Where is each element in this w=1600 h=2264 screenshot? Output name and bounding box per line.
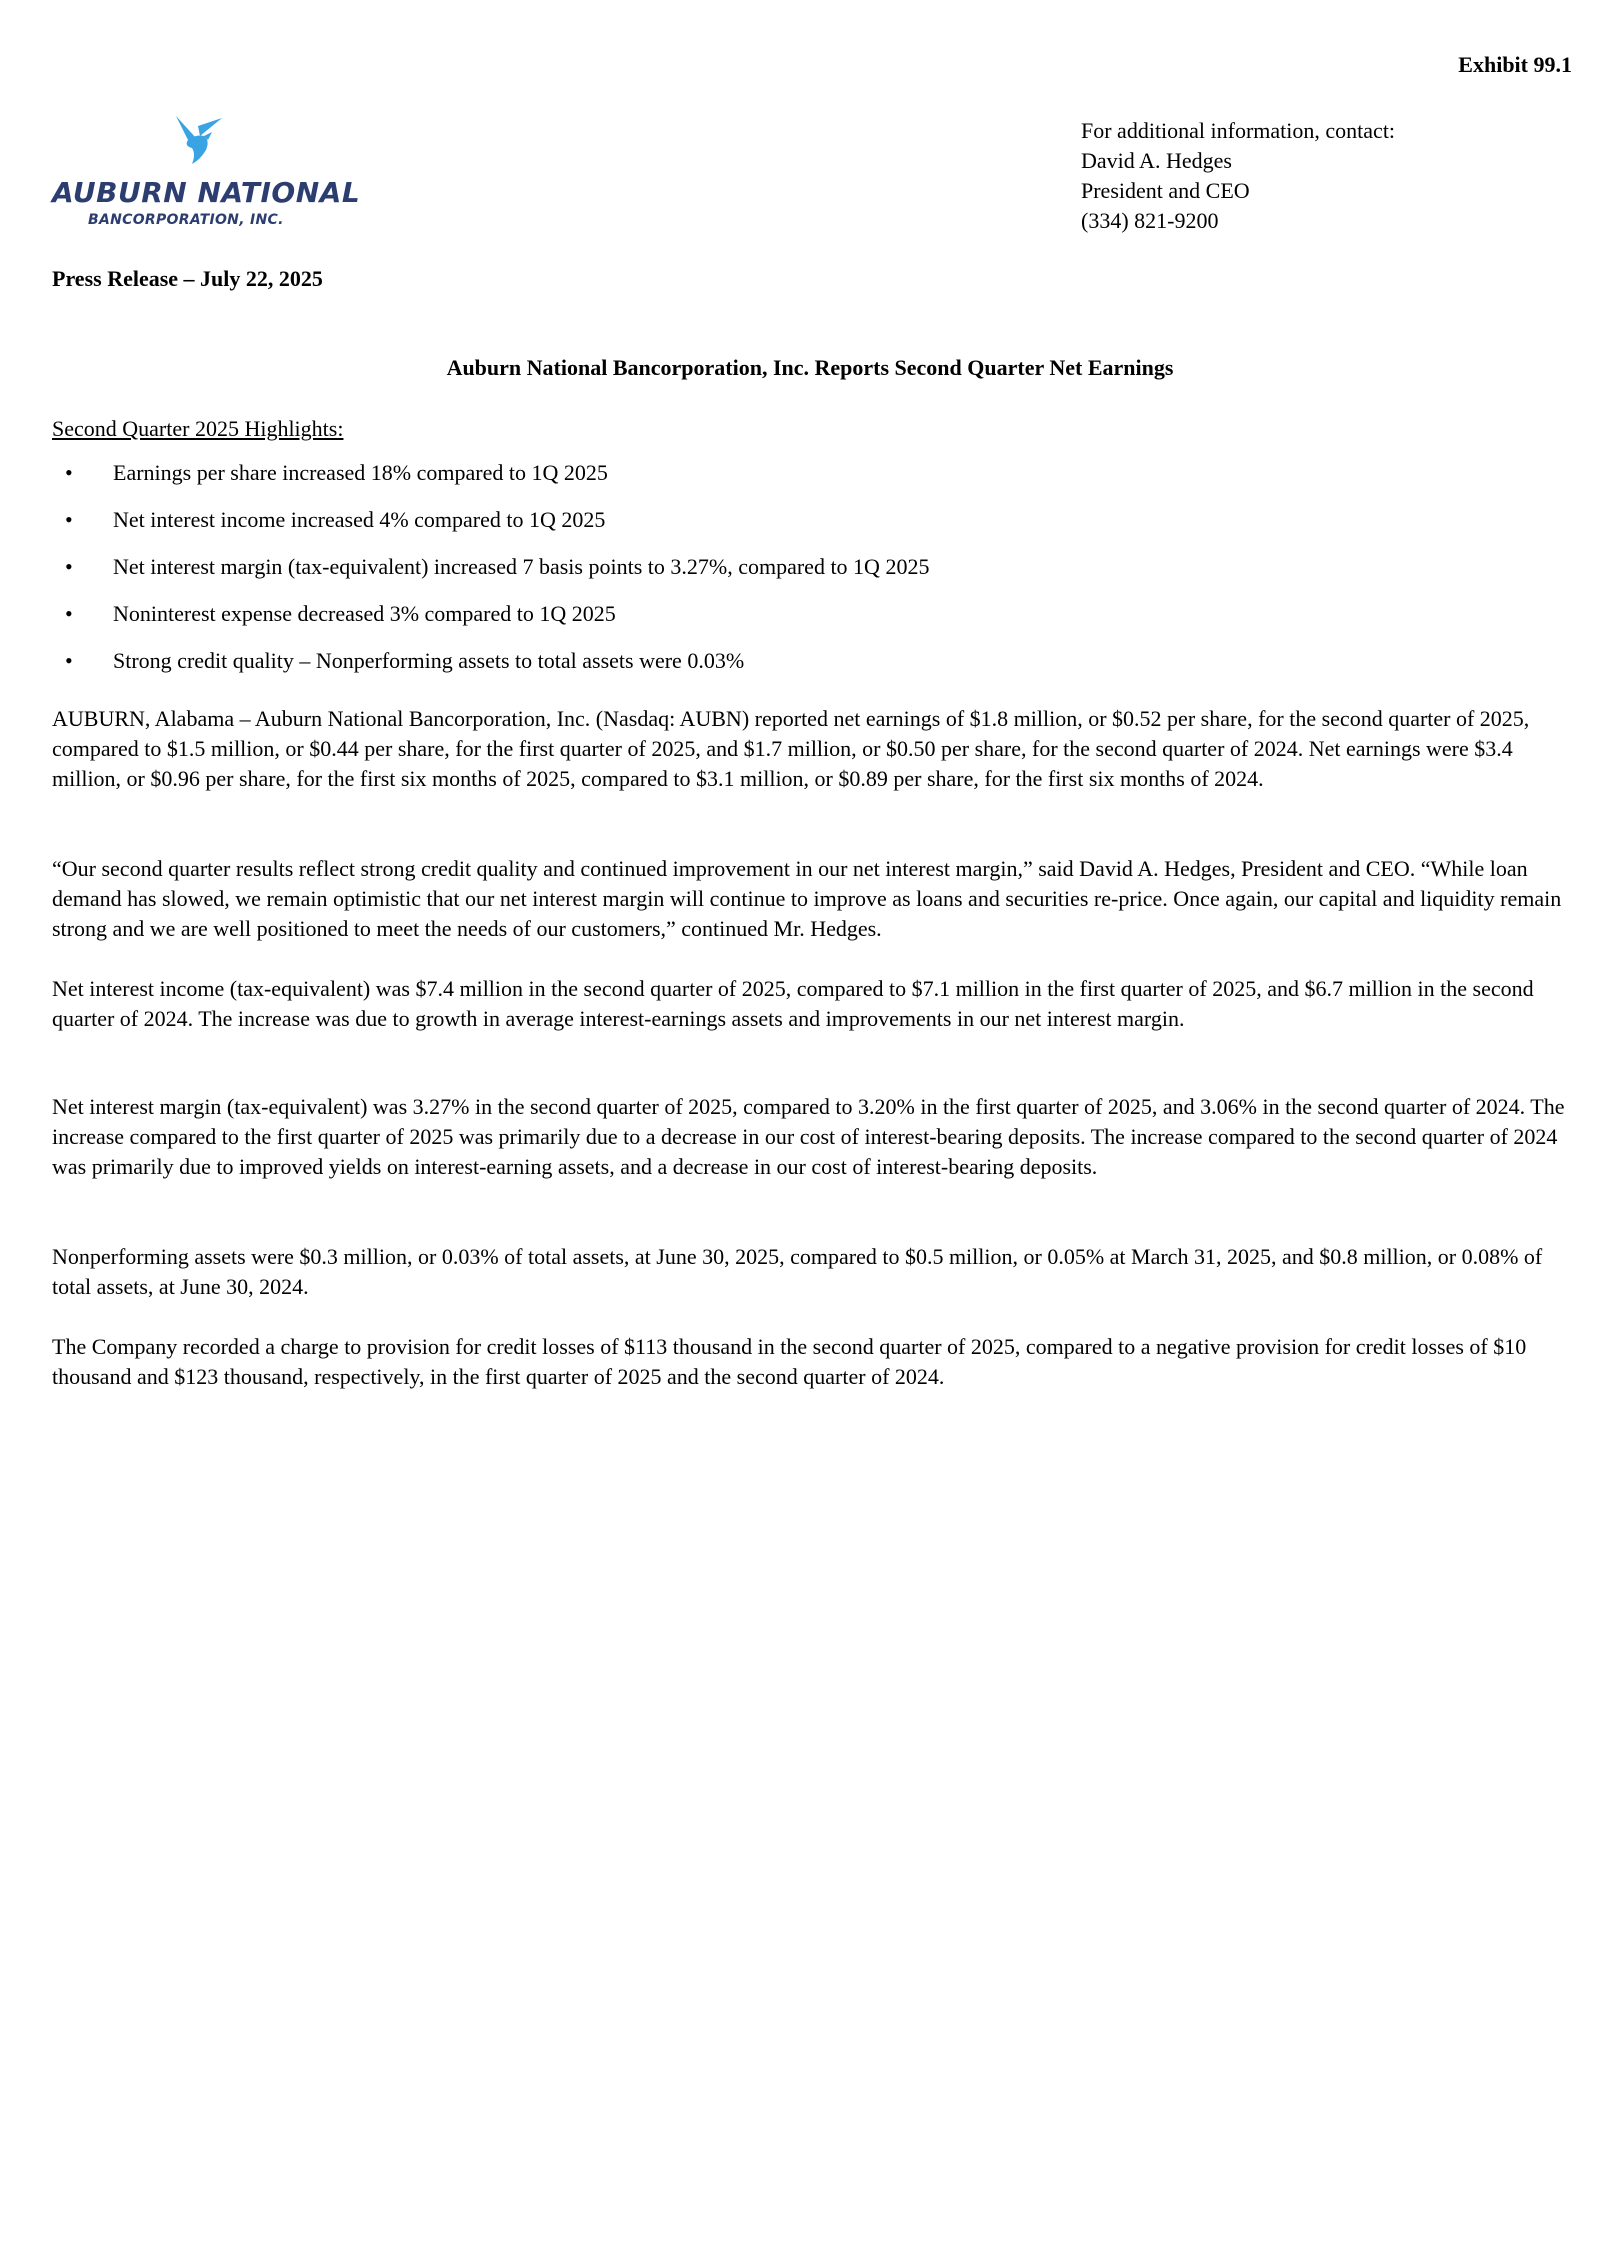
exhibit-label: Exhibit 99.1: [1458, 52, 1572, 77]
list-item: [52, 505, 929, 552]
paragraph-nonperforming-assets: Nonperforming assets were $0.3 million, or 0.03% of total assets, at June 30, 2025, compared to $0.5 million, or 0.05% at March 31, 2025, and $0.8 million, or 0.08% of total assets, at June 30, 2024.: [52, 1244, 1543, 1299]
bullet-icon: •: [65, 460, 73, 485]
bullet-icon: •: [65, 601, 73, 626]
highlight-text: Noninterest expense decreased 3% compared to 1Q 2025: [113, 601, 616, 626]
highlight-text: Net interest margin (tax-equivalent) increased 7 basis points to 3.27%, compared to 1Q 2025: [113, 554, 930, 579]
contact-title: President and CEO: [1081, 178, 1250, 203]
logo-name: AUBURN NATIONAL: [52, 176, 361, 209]
list-item: [52, 599, 929, 646]
contact-phone: (334) 821-9200: [1081, 208, 1219, 233]
headline: Auburn National Bancorporation, Inc. Reports Second Quarter Net Earnings: [446, 355, 1174, 380]
highlight-text: Strong credit quality – Nonperforming assets to total assets were 0.03%: [113, 648, 745, 673]
list-item: [52, 646, 929, 693]
list-item: [52, 552, 929, 599]
press-release-date: Press Release – July 22, 2025: [52, 266, 323, 291]
paragraph-ceo-quote: “Our second quarter results reflect strong credit quality and continued improvement in our net interest margin,” said David A. Hedges, President and CEO. “While loan demand has slowed, we remain optimistic that our net interest margin will continue to improve as loans and securities re-price. Once again, our capital and liquidity remain strong and we are well positioned to meet the needs of our customers,” continued Mr. Hedges.: [52, 856, 1562, 941]
paragraph-net-interest-margin: Net interest margin (tax-equivalent) was 3.27% in the second quarter of 2025, compared to 3.20% in the first quarter of 2025, and 3.06% in the second quarter of 2024. The increase compared to the first quarter of 2025 was primarily due to a decrease in our cost of interest-bearing deposits. The increase compared to the second quarter of 2024 was primarily due to improved yields on interest-earning assets, and a decrease in our cost of interest-bearing deposits.: [52, 1094, 1565, 1179]
highlights-list: [52, 458, 929, 693]
logo-subtitle: BANCORPORATION, INC.: [88, 212, 284, 228]
bullet-icon: •: [65, 554, 73, 579]
highlight-text: Net interest income increased 4% compared to 1Q 2025: [113, 507, 606, 532]
company-logo: [52, 112, 361, 232]
contact-intro: For additional information, contact:: [1081, 118, 1396, 143]
paragraph-net-interest-income: Net interest income (tax-equivalent) was $7.4 million in the second quarter of 2025, compared to $7.1 million in the first quarter of 2025, and $6.7 million in the second quarter of 2024. The increase was due to growth in average interest-earnings assets and improvements in our net interest margin.: [52, 976, 1534, 1031]
paragraph-provision: The Company recorded a charge to provision for credit losses of $113 thousand in the second quarter of 2025, compared to a negative provision for credit losses of $10 thousand and $123 thousand, respectively, in the first quarter of 2025 and the second quarter of 2024.: [52, 1334, 1527, 1389]
bullet-icon: •: [65, 648, 73, 673]
highlights-title: Second Quarter 2025 Highlights:: [52, 416, 344, 441]
paragraph-earnings: AUBURN, Alabama – Auburn National Bancorporation, Inc. (Nasdaq: AUBN) reported net earnings of $1.8 million, or $0.52 per share, for the second quarter of 2025, compared to $1.5 million, or $0.44 per share, for the first quarter of 2025, and $1.7 million, or $0.50 per share, for the second quarter of 2024. Net earnings were $3.4 million, or $0.96 per share, for the first six months of 2025, compared to $3.1 million, or $0.89 per share, for the first six months of 2024.: [52, 706, 1530, 791]
contact-name: David A. Hedges: [1081, 148, 1232, 173]
list-item: [52, 458, 929, 505]
contact-block: [1081, 116, 1395, 236]
bird-logo-icon: [170, 112, 226, 168]
highlight-text: Earnings per share increased 18% compared to 1Q 2025: [113, 460, 608, 485]
bullet-icon: •: [65, 507, 73, 532]
